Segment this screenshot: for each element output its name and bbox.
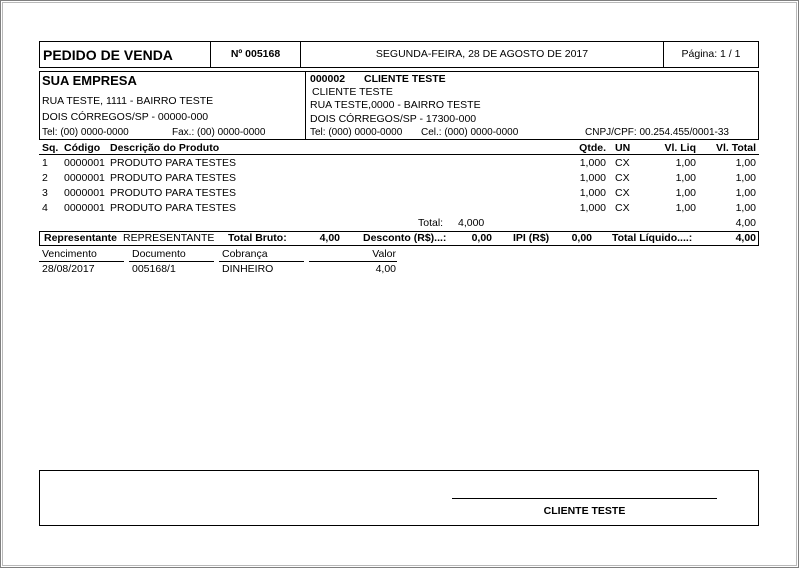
net-total-label: Total Líquido....:: [612, 232, 693, 244]
col-header-total: Vl. Total: [715, 142, 756, 154]
order-number: Nº 005168: [230, 48, 281, 60]
item-description: PRODUTO PARA TESTES: [110, 172, 237, 184]
item-total: 1,00: [735, 187, 756, 199]
discount-label: Desconto (R$)...:: [363, 232, 447, 244]
installment-header-rule: [309, 261, 397, 262]
installment-header-document: Documento: [132, 248, 186, 260]
item-description: PRODUTO PARA TESTES: [110, 157, 237, 169]
item-unit: CX: [615, 202, 630, 214]
installment-header-rule: [129, 261, 214, 262]
item-qty: 1,000: [579, 187, 606, 199]
item-seq: 3: [42, 187, 48, 199]
item-description: PRODUTO PARA TESTES: [110, 187, 237, 199]
col-header-code: Código: [64, 142, 101, 154]
client-cel: Cel.: (000) 0000-0000: [421, 127, 519, 138]
installment-header-value: Valor: [372, 248, 396, 260]
item-unit-price: 1,00: [675, 187, 696, 199]
col-header-unit-price: Vl. Liq: [664, 142, 696, 154]
ipi-label: IPI (R$): [513, 232, 550, 244]
discount-value: 0,00: [471, 232, 492, 244]
installment-header-rule: [219, 261, 304, 262]
col-header-unit: UN: [615, 142, 631, 154]
client-tel: Tel: (000) 0000-0000: [310, 127, 403, 138]
items-total-value: 4,00: [735, 217, 756, 229]
client-name-title: CLIENTE TESTE: [364, 73, 446, 85]
signature-name: CLIENTE TESTE: [543, 505, 626, 517]
net-total-value: 4,00: [735, 232, 756, 244]
gross-total-label: Total Bruto:: [228, 232, 287, 244]
document-title: PEDIDO DE VENDA: [43, 47, 173, 63]
item-unit-price: 1,00: [675, 202, 696, 214]
item-code: 0000001: [64, 187, 105, 199]
installment-document: 005168/1: [132, 263, 176, 275]
installment-header-rule: [39, 261, 124, 262]
representative-value: REPRESENTANTE: [123, 232, 215, 244]
item-description: PRODUTO PARA TESTES: [110, 202, 237, 214]
item-total: 1,00: [735, 202, 756, 214]
item-seq: 4: [42, 202, 48, 214]
company-fax: Fax.: (00) 0000-0000: [172, 127, 266, 138]
client-cnpj: CNPJ/CPF: 00.254.455/0001-33: [585, 127, 729, 138]
items-total-qty: 4,000: [458, 217, 485, 229]
gross-total-value: 4,00: [319, 232, 340, 244]
signature-line: [452, 498, 717, 499]
client-code: 000002: [310, 73, 346, 85]
item-unit: CX: [615, 157, 630, 169]
item-total: 1,00: [735, 157, 756, 169]
item-unit-price: 1,00: [675, 157, 696, 169]
item-qty: 1,000: [579, 202, 606, 214]
item-unit: CX: [615, 172, 630, 184]
company-address: RUA TESTE, 1111 - BAIRRO TESTE: [42, 95, 214, 107]
company-tel: Tel: (00) 0000-0000: [42, 127, 129, 138]
items-header-rule: [39, 154, 759, 155]
client-address: RUA TESTE,0000 - BAIRRO TESTE: [310, 99, 481, 111]
item-qty: 1,000: [579, 172, 606, 184]
item-seq: 1: [42, 157, 48, 169]
client-name: CLIENTE TESTE: [312, 86, 393, 98]
item-qty: 1,000: [579, 157, 606, 169]
item-total: 1,00: [735, 172, 756, 184]
installment-due: 28/08/2017: [42, 263, 95, 275]
order-date: SEGUNDA-FEIRA, 28 DE AGOSTO DE 2017: [375, 48, 589, 60]
col-header-description: Descrição do Produto: [110, 142, 220, 154]
item-code: 0000001: [64, 172, 105, 184]
installment-value: 4,00: [375, 263, 396, 275]
col-header-qty: Qtde.: [579, 142, 606, 154]
page-indicator: Página: 1 / 1: [681, 48, 741, 60]
item-seq: 2: [42, 172, 48, 184]
items-total-label: Total:: [418, 217, 444, 229]
col-header-seq: Sq.: [42, 142, 59, 154]
installment-method: DINHEIRO: [222, 263, 274, 275]
item-code: 0000001: [64, 157, 105, 169]
company-city: DOIS CÓRREGOS/SP - 00000-000: [42, 111, 209, 123]
company-name: SUA EMPRESA: [42, 73, 137, 88]
item-unit-price: 1,00: [675, 172, 696, 184]
ipi-value: 0,00: [571, 232, 592, 244]
representative-label: Representante: [44, 232, 117, 244]
item-unit: CX: [615, 187, 630, 199]
company-client-divider: [305, 71, 306, 140]
item-code: 0000001: [64, 202, 105, 214]
client-city: DOIS CÓRREGOS/SP - 17300-000: [310, 113, 477, 125]
installment-header-due: Vencimento: [42, 248, 97, 260]
installment-header-method: Cobrança: [222, 248, 268, 260]
